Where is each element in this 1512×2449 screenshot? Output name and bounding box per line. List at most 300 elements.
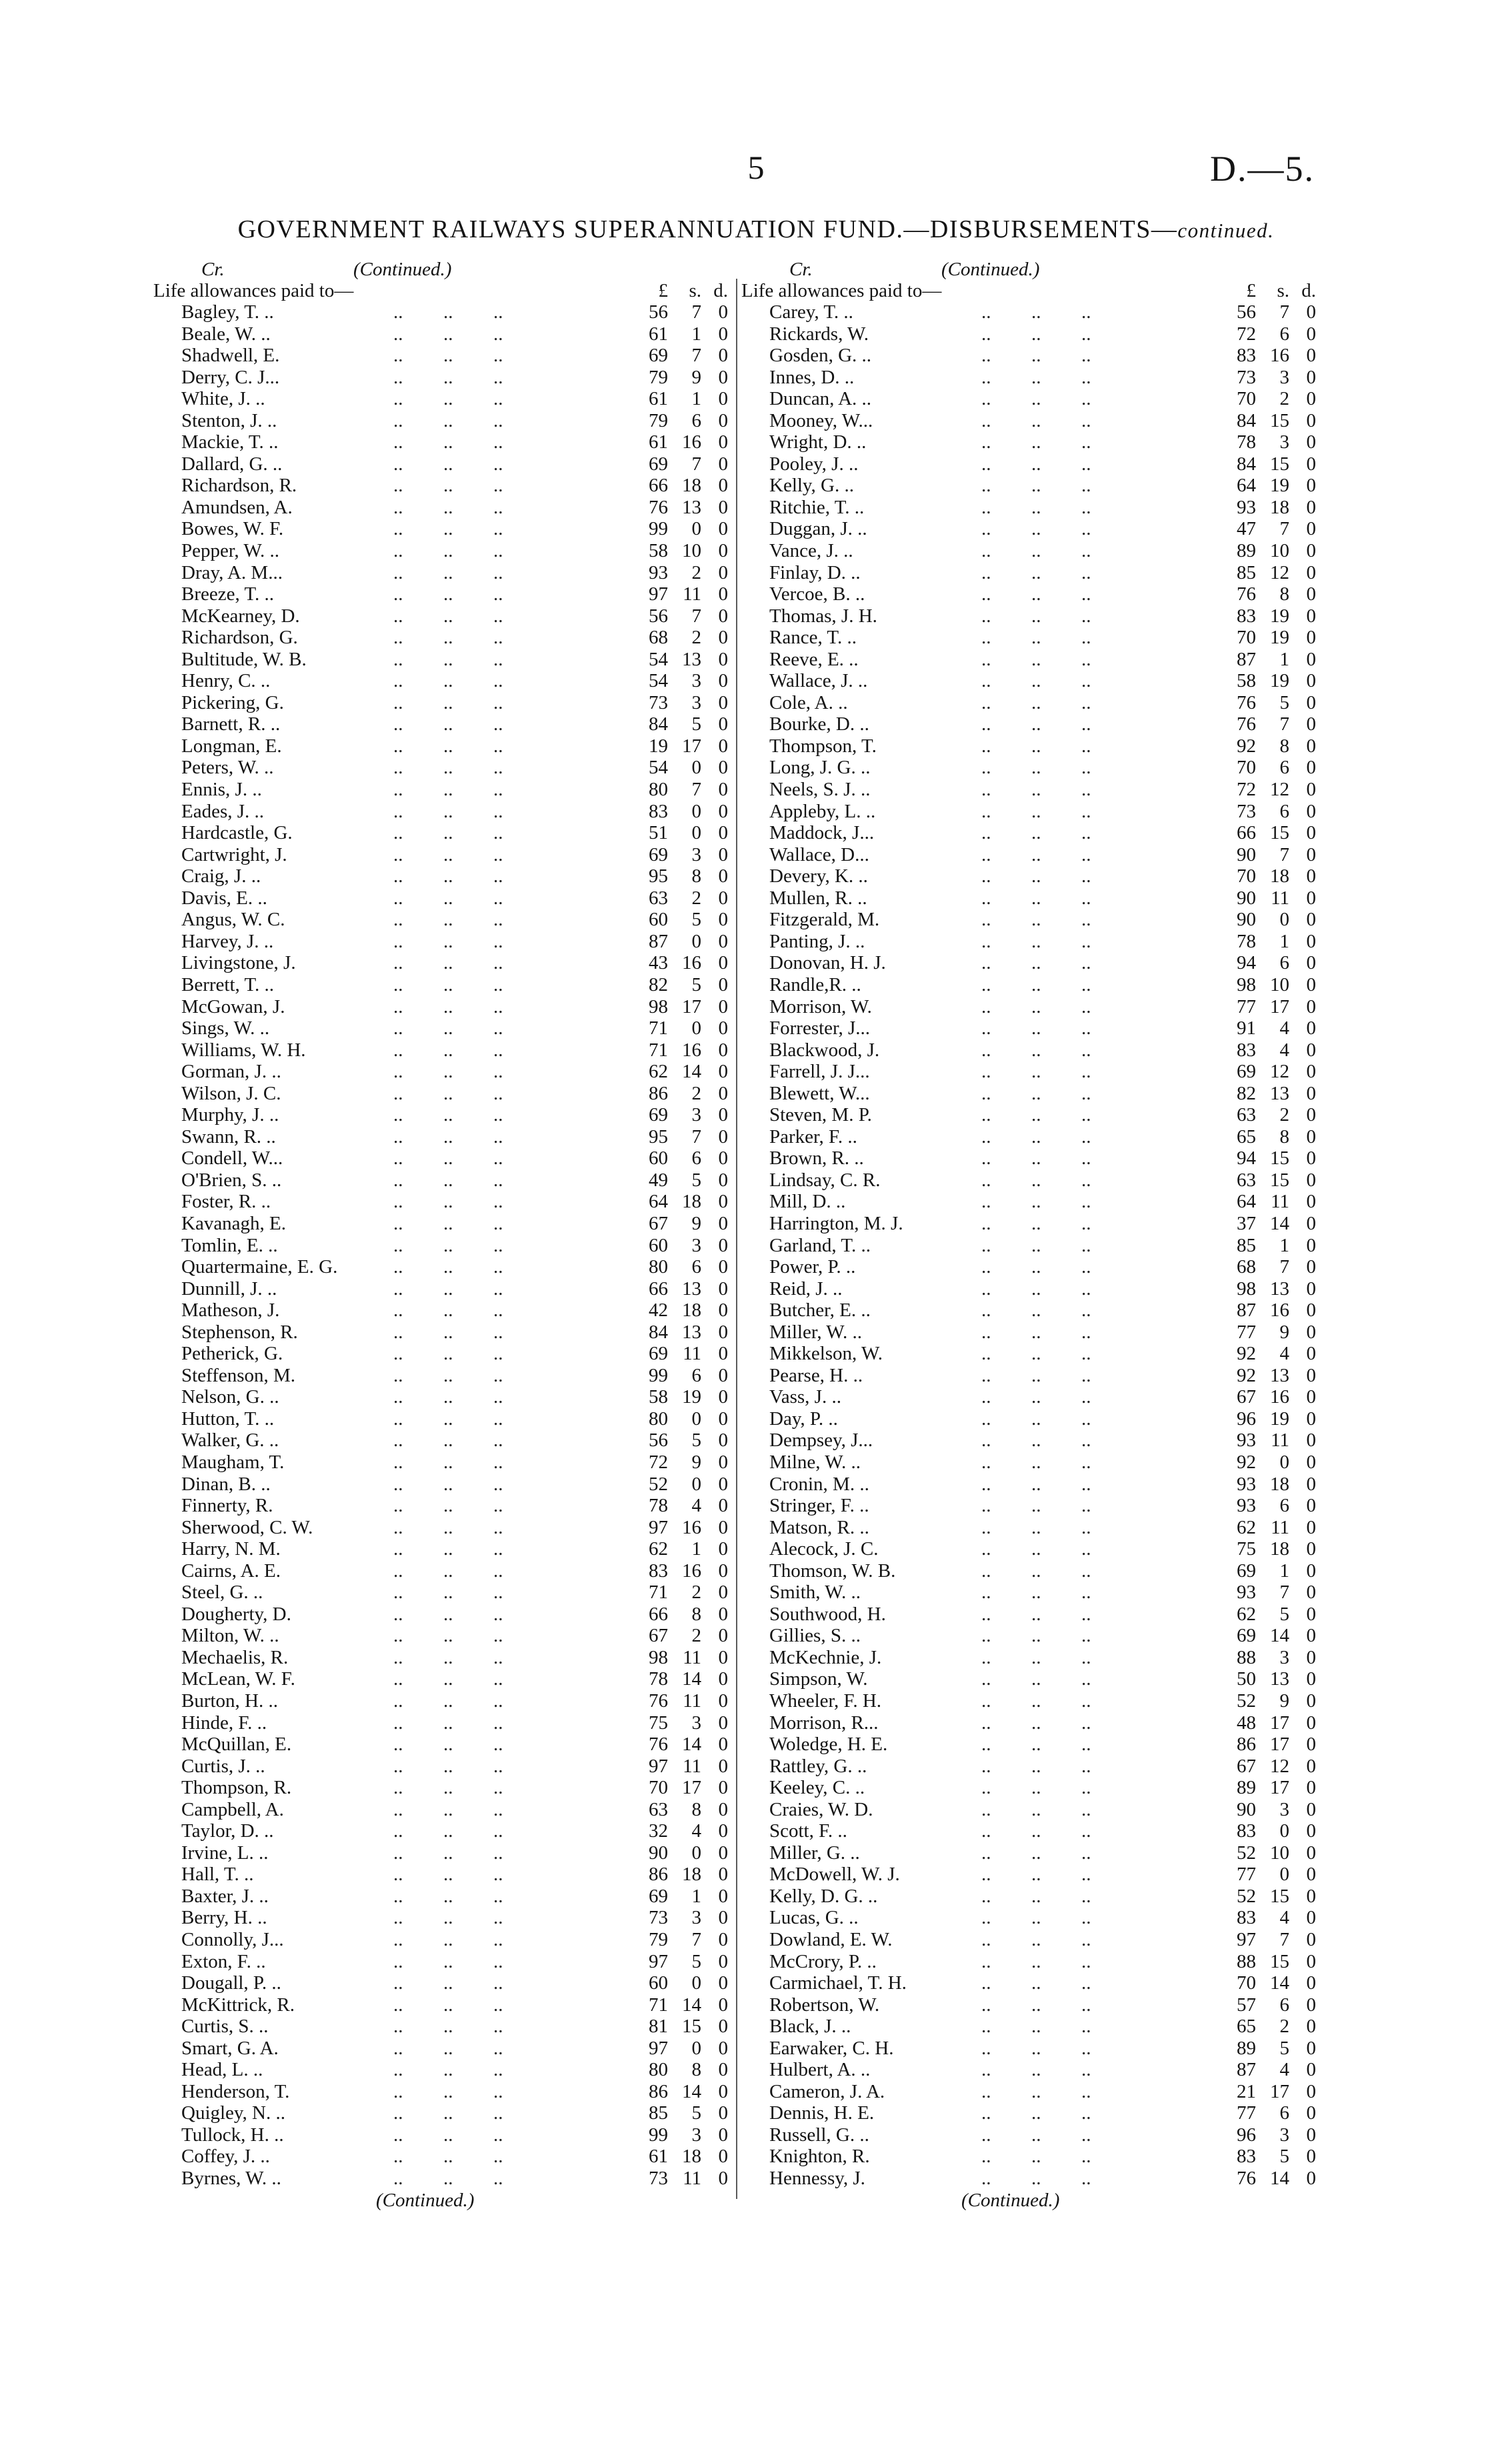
amount-shillings: 12 [1270, 1061, 1289, 1083]
amount-shillings: 5 [691, 1950, 701, 1972]
table-row [153, 1604, 732, 1626]
amount-shillings: 7 [1279, 518, 1289, 540]
right-pounds-header: £ [1246, 280, 1256, 301]
amount-shillings: 7 [1279, 1256, 1289, 1278]
amount-pounds: 96 [1237, 1408, 1256, 1430]
table-row [153, 1430, 732, 1452]
amount-shillings: 0 [691, 1017, 701, 1039]
payee-name: Power, P. .. [769, 1256, 856, 1278]
amount-pounds: 47 [1237, 518, 1256, 540]
amount-pounds: 93 [1237, 1582, 1256, 1604]
leader-dots: .. .. .. [393, 1950, 503, 1972]
amount-pence: 0 [718, 1603, 728, 1625]
leader-dots: .. .. .. [393, 561, 503, 583]
table-row [741, 1191, 1320, 1213]
amount-shillings: 6 [1279, 800, 1289, 822]
leader-dots: .. .. .. [981, 887, 1091, 909]
payee-name: Longman, E. [181, 735, 282, 757]
table-row [741, 1386, 1320, 1408]
payee-name: Livingstone, J. [181, 952, 296, 974]
amount-pounds: 63 [1237, 1169, 1256, 1191]
amount-pence: 0 [1306, 670, 1316, 692]
amount-shillings: 15 [1270, 1950, 1289, 1972]
payee-name: Steven, M. P. [769, 1104, 872, 1126]
table-row [153, 388, 732, 410]
leader-dots: .. .. .. [981, 1907, 1091, 1929]
payee-name: Matson, R. .. [769, 1516, 869, 1538]
leader-dots: .. .. .. [981, 1495, 1091, 1517]
table-row [153, 1647, 732, 1669]
leader-dots: .. .. .. [393, 1668, 503, 1690]
table-row [153, 1690, 732, 1712]
payee-name: Beale, W. .. [181, 323, 271, 345]
amount-pence: 0 [1306, 605, 1316, 627]
amount-shillings: 17 [1270, 1777, 1289, 1799]
leader-dots: .. .. .. [393, 648, 503, 670]
amount-pounds: 69 [649, 453, 668, 475]
leader-dots: .. .. .. [981, 1842, 1091, 1864]
table-row [153, 735, 732, 757]
amount-pence: 0 [1306, 1408, 1316, 1430]
payee-name: Dougall, P. .. [181, 1972, 281, 1994]
left-column-header [153, 259, 732, 280]
amount-shillings: 3 [691, 843, 701, 865]
payee-name: Shadwell, E. [181, 345, 280, 367]
amount-pounds: 76 [1237, 2168, 1256, 2190]
amount-shillings: 1 [1279, 1560, 1289, 1582]
amount-pence: 0 [1306, 496, 1316, 518]
payee-name: Maugham, T. [181, 1451, 285, 1473]
left-footer [153, 2190, 732, 2212]
amount-pounds: 64 [1237, 475, 1256, 497]
amount-shillings: 7 [691, 779, 701, 801]
table-row [741, 2146, 1320, 2168]
leader-dots: .. .. .. [981, 605, 1091, 627]
leader-dots: .. .. .. [981, 1538, 1091, 1560]
amount-shillings: 5 [1279, 2037, 1289, 2059]
amount-pence: 0 [1306, 2102, 1316, 2124]
amount-shillings: 7 [691, 1125, 701, 1147]
amount-pounds: 88 [1237, 1950, 1256, 1972]
amount-pence: 0 [1306, 1125, 1316, 1147]
left-allowance-list [153, 301, 732, 2190]
amount-pounds: 85 [649, 2102, 668, 2124]
table-row [153, 1712, 732, 1734]
table-row [153, 1408, 732, 1430]
amount-shillings: 11 [1271, 887, 1289, 909]
table-row [741, 2081, 1320, 2103]
amount-pounds: 69 [649, 1104, 668, 1126]
payee-name: Cairns, A. E. [181, 1560, 281, 1582]
table-row [153, 1474, 732, 1496]
title-main: GOVERNMENT RAILWAYS SUPERANNUATION FUND.—DISBURSEMENTS— [237, 215, 1178, 243]
amount-pence: 0 [1306, 345, 1316, 367]
table-row [741, 497, 1320, 519]
table-row [741, 1452, 1320, 1474]
amount-shillings: 11 [683, 1646, 701, 1668]
amount-pence: 0 [718, 2059, 728, 2081]
table-row [153, 1929, 732, 1951]
leader-dots: .. .. .. [981, 1582, 1091, 1604]
payee-name: Ritchie, T. .. [769, 496, 865, 518]
table-row [153, 887, 732, 909]
leader-dots: .. .. .. [393, 1734, 503, 1756]
leader-dots: .. .. .. [393, 1646, 503, 1668]
payee-name: Dunnill, J. .. [181, 1278, 277, 1300]
table-row [153, 1061, 732, 1083]
amount-pounds: 60 [649, 1972, 668, 1994]
amount-pounds: 94 [1237, 1147, 1256, 1169]
amount-pounds: 65 [1237, 2016, 1256, 2038]
payee-name: Blewett, W... [769, 1082, 870, 1104]
amount-pounds: 85 [1237, 561, 1256, 583]
payee-name: Stringer, F. .. [769, 1495, 869, 1517]
leader-dots: .. .. .. [981, 1212, 1091, 1234]
amount-shillings: 18 [682, 2146, 701, 2168]
amount-shillings: 0 [691, 1842, 701, 1864]
amount-pounds: 78 [649, 1495, 668, 1517]
amount-shillings: 14 [1270, 1972, 1289, 1994]
table-row [741, 865, 1320, 887]
payee-name: Garland, T. .. [769, 1234, 871, 1256]
amount-pence: 0 [718, 301, 728, 323]
payee-name: Hardcastle, G. [181, 822, 293, 844]
leader-dots: .. .. .. [393, 1364, 503, 1386]
amount-pence: 0 [1306, 1300, 1316, 1322]
leader-dots: .. .. .. [981, 1516, 1091, 1538]
payee-name: Dennis, H. E. [769, 2102, 875, 2124]
amount-shillings: 16 [682, 1560, 701, 1582]
leader-dots: .. .. .. [393, 1169, 503, 1191]
amount-pounds: 89 [1237, 540, 1256, 562]
amount-pounds: 90 [649, 1842, 668, 1864]
amount-shillings: 3 [691, 2124, 701, 2146]
amount-shillings: 8 [691, 1798, 701, 1820]
leader-dots: .. .. .. [393, 2080, 503, 2102]
payee-name: Curtis, J. .. [181, 1755, 265, 1777]
table-row [741, 2102, 1320, 2124]
table-row [153, 583, 732, 605]
table-row [153, 1017, 732, 1039]
amount-pounds: 64 [1237, 1191, 1256, 1213]
amount-shillings: 3 [1279, 1798, 1289, 1820]
amount-pence: 0 [1306, 1191, 1316, 1213]
leader-dots: .. .. .. [393, 735, 503, 757]
amount-shillings: 4 [1279, 1017, 1289, 1039]
left-cr-label: Cr. [201, 259, 225, 280]
amount-shillings: 3 [691, 1104, 701, 1126]
leader-dots: .. .. .. [393, 2037, 503, 2059]
leader-dots: .. .. .. [981, 1734, 1091, 1756]
amount-pounds: 62 [649, 1061, 668, 1083]
amount-shillings: 9 [1279, 1321, 1289, 1343]
amount-pounds: 92 [1237, 1451, 1256, 1473]
amount-shillings: 19 [1270, 475, 1289, 497]
leader-dots: .. .. .. [393, 1495, 503, 1517]
amount-pence: 0 [718, 930, 728, 952]
leader-dots: .. .. .. [393, 540, 503, 562]
amount-pence: 0 [718, 605, 728, 627]
table-row [153, 931, 732, 953]
payee-name: Russell, G. .. [769, 2124, 869, 2146]
leader-dots: .. .. .. [981, 995, 1091, 1017]
leader-dots: .. .. .. [393, 1082, 503, 1104]
table-row [741, 1343, 1320, 1365]
amount-pence: 0 [1306, 366, 1316, 388]
right-continued-label: (Continued.) [941, 259, 1040, 280]
payee-name: Kelly, G. .. [769, 475, 854, 497]
table-row [153, 1668, 732, 1690]
amount-pence: 0 [718, 887, 728, 909]
amount-pounds: 69 [1237, 1061, 1256, 1083]
amount-pence: 0 [718, 1755, 728, 1777]
amount-pence: 0 [1306, 431, 1316, 453]
payee-name: Thomson, W. B. [769, 1560, 896, 1582]
amount-shillings: 4 [1279, 2059, 1289, 2081]
table-row [741, 410, 1320, 432]
table-row [153, 865, 732, 887]
leader-dots: .. .. .. [393, 952, 503, 974]
payee-name: Wheeler, F. H. [769, 1690, 882, 1712]
table-row [153, 1820, 732, 1842]
amount-pounds: 70 [1237, 388, 1256, 410]
amount-shillings: 17 [682, 735, 701, 757]
payee-name: Blackwood, J. [769, 1039, 880, 1061]
leader-dots: .. .. .. [393, 1212, 503, 1234]
amount-pence: 0 [718, 1668, 728, 1690]
leader-dots: .. .. .. [981, 1300, 1091, 1322]
amount-pounds: 73 [1237, 800, 1256, 822]
leader-dots: .. .. .. [393, 973, 503, 995]
amount-pounds: 98 [649, 1646, 668, 1668]
payee-name: Harry, N. M. [181, 1538, 281, 1560]
table-row [741, 1582, 1320, 1604]
amount-pence: 0 [718, 345, 728, 367]
amount-pence: 0 [1306, 1212, 1316, 1234]
amount-shillings: 17 [1270, 1734, 1289, 1756]
leader-dots: .. .. .. [393, 2146, 503, 2168]
table-row [153, 1365, 732, 1387]
amount-pence: 0 [718, 627, 728, 649]
amount-pence: 0 [718, 757, 728, 779]
amount-shillings: 11 [1271, 1430, 1289, 1452]
leader-dots: .. .. .. [981, 1364, 1091, 1386]
payee-name: Duggan, J. .. [769, 518, 867, 540]
amount-pounds: 78 [649, 1668, 668, 1690]
table-row [741, 1972, 1320, 1994]
amount-pence: 0 [1306, 301, 1316, 323]
amount-shillings: 13 [1270, 1668, 1289, 1690]
left-column [153, 259, 732, 2212]
amount-shillings: 11 [683, 1690, 701, 1712]
payee-name: Exton, F. .. [181, 1950, 266, 1972]
leader-dots: .. .. .. [981, 1039, 1091, 1061]
table-row [153, 1582, 732, 1604]
table-row [741, 388, 1320, 410]
payee-name: Dougherty, D. [181, 1603, 291, 1625]
leader-dots: .. .. .. [393, 2168, 503, 2190]
table-row [741, 1647, 1320, 1669]
amount-pounds: 77 [1237, 1864, 1256, 1886]
leader-dots: .. .. .. [981, 1777, 1091, 1799]
left-pounds-header: £ [658, 280, 668, 301]
amount-shillings: 13 [682, 1321, 701, 1343]
amount-pounds: 79 [649, 366, 668, 388]
leader-dots: .. .. .. [393, 627, 503, 649]
amount-shillings: 3 [1279, 431, 1289, 453]
amount-pounds: 71 [649, 1994, 668, 2016]
amount-pence: 0 [1306, 691, 1316, 713]
amount-pence: 0 [718, 1690, 728, 1712]
leader-dots: .. .. .. [981, 1603, 1091, 1625]
amount-pounds: 90 [1237, 843, 1256, 865]
amount-pounds: 83 [1237, 1820, 1256, 1842]
leader-dots: .. .. .. [393, 1777, 503, 1799]
amount-pence: 0 [718, 691, 728, 713]
amount-pounds: 70 [649, 1777, 668, 1799]
payee-name: Wright, D. .. [769, 431, 867, 453]
amount-shillings: 14 [1270, 2168, 1289, 2190]
leader-dots: .. .. .. [393, 1603, 503, 1625]
leader-dots: .. .. .. [981, 475, 1091, 497]
table-row [741, 2016, 1320, 2038]
amount-pounds: 67 [649, 1212, 668, 1234]
table-row [741, 605, 1320, 627]
table-row [741, 887, 1320, 909]
payee-name: Alecock, J. C. [769, 1538, 879, 1560]
table-row [153, 1517, 732, 1539]
amount-pence: 0 [718, 1212, 728, 1234]
amount-shillings: 3 [1279, 1646, 1289, 1668]
amount-pounds: 93 [1237, 1495, 1256, 1517]
amount-shillings: 14 [682, 1994, 701, 2016]
amount-shillings: 6 [1279, 1495, 1289, 1517]
amount-shillings: 4 [1279, 1907, 1289, 1929]
payee-name: Maddock, J... [769, 822, 875, 844]
amount-shillings: 8 [1279, 1125, 1289, 1147]
left-heading: Life allowances paid to— [153, 280, 354, 301]
amount-shillings: 16 [682, 952, 701, 974]
payee-name: Bultitude, W. B. [181, 648, 307, 670]
payee-name: Donovan, H. J. [769, 952, 886, 974]
leader-dots: .. .. .. [393, 323, 503, 345]
leader-dots: .. .. .. [981, 1820, 1091, 1842]
table-row [741, 2059, 1320, 2081]
payee-name: Steel, G. .. [181, 1582, 263, 1604]
table-row [741, 1061, 1320, 1083]
amount-shillings: 1 [1279, 648, 1289, 670]
amount-pence: 0 [718, 1039, 728, 1061]
leader-dots: .. .. .. [981, 1147, 1091, 1169]
amount-shillings: 0 [691, 757, 701, 779]
amount-pence: 0 [1306, 1625, 1316, 1647]
amount-pounds: 97 [649, 1950, 668, 1972]
amount-pounds: 73 [649, 2168, 668, 2190]
table-row [153, 453, 732, 475]
payee-name: Craies, W. D. [769, 1798, 873, 1820]
amount-pence: 0 [718, 822, 728, 844]
leader-dots: .. .. .. [981, 1430, 1091, 1452]
amount-shillings: 15 [682, 2016, 701, 2038]
amount-shillings: 3 [1279, 366, 1289, 388]
leader-dots: .. .. .. [393, 1039, 503, 1061]
amount-pence: 0 [718, 475, 728, 497]
table-row [741, 323, 1320, 345]
amount-shillings: 17 [682, 1777, 701, 1799]
amount-shillings: 11 [683, 1755, 701, 1777]
amount-pounds: 85 [1237, 1234, 1256, 1256]
payee-name: Berrett, T. .. [181, 973, 275, 995]
amount-pence: 0 [1306, 1516, 1316, 1538]
payee-name: Bagley, T. .. [181, 301, 274, 323]
amount-pounds: 83 [1237, 1907, 1256, 1929]
amount-shillings: 0 [691, 2037, 701, 2059]
amount-pounds: 67 [649, 1625, 668, 1647]
amount-pence: 0 [718, 1147, 728, 1169]
amount-shillings: 16 [1270, 345, 1289, 367]
amount-pence: 0 [718, 323, 728, 345]
leader-dots: .. .. .. [393, 1994, 503, 2016]
amount-pounds: 62 [649, 1538, 668, 1560]
payee-name: Dowland, E. W. [769, 1929, 893, 1951]
table-row [741, 367, 1320, 389]
amount-shillings: 7 [1279, 843, 1289, 865]
amount-shillings: 12 [1270, 1755, 1289, 1777]
payee-name: Vass, J. .. [769, 1386, 841, 1408]
amount-pounds: 73 [649, 691, 668, 713]
table-row [741, 1278, 1320, 1300]
leader-dots: .. .. .. [393, 1842, 503, 1864]
leader-dots: .. .. .. [393, 2102, 503, 2124]
payee-name: Mackie, T. .. [181, 431, 279, 453]
amount-pounds: 63 [649, 887, 668, 909]
amount-pounds: 92 [1237, 1343, 1256, 1365]
amount-shillings: 17 [1270, 2080, 1289, 2102]
payee-name: Bourke, D. .. [769, 713, 869, 735]
table-row [741, 431, 1320, 453]
amount-pounds: 65 [1237, 1125, 1256, 1147]
amount-shillings: 11 [683, 2168, 701, 2190]
amount-pounds: 52 [649, 1473, 668, 1495]
amount-pence: 0 [718, 409, 728, 431]
payee-name: Mechaelis, R. [181, 1646, 289, 1668]
amount-shillings: 14 [1270, 1212, 1289, 1234]
payee-name: Lindsay, C. R. [769, 1169, 881, 1191]
amount-pence: 0 [1306, 1755, 1316, 1777]
amount-shillings: 2 [691, 627, 701, 649]
amount-pence: 0 [1306, 2168, 1316, 2190]
payee-name: Tullock, H. .. [181, 2124, 284, 2146]
leader-dots: .. .. .. [393, 1907, 503, 1929]
amount-shillings: 0 [1279, 1820, 1289, 1842]
amount-pounds: 80 [649, 1256, 668, 1278]
leader-dots: .. .. .. [393, 1972, 503, 1994]
payee-name: Henry, C. .. [181, 670, 271, 692]
leader-dots: .. .. .. [981, 779, 1091, 801]
amount-pounds: 67 [1237, 1755, 1256, 1777]
leader-dots: .. .. .. [981, 1994, 1091, 2016]
amount-pence: 0 [718, 670, 728, 692]
leader-dots: .. .. .. [981, 1234, 1091, 1256]
amount-pence: 0 [1306, 1798, 1316, 1820]
table-row [741, 1777, 1320, 1799]
amount-pence: 0 [718, 800, 728, 822]
amount-pence: 0 [718, 1929, 728, 1951]
amount-pounds: 90 [1237, 909, 1256, 931]
payee-name: Morrison, W. [769, 995, 872, 1017]
leader-dots: .. .. .. [393, 409, 503, 431]
amount-pounds: 32 [649, 1820, 668, 1842]
